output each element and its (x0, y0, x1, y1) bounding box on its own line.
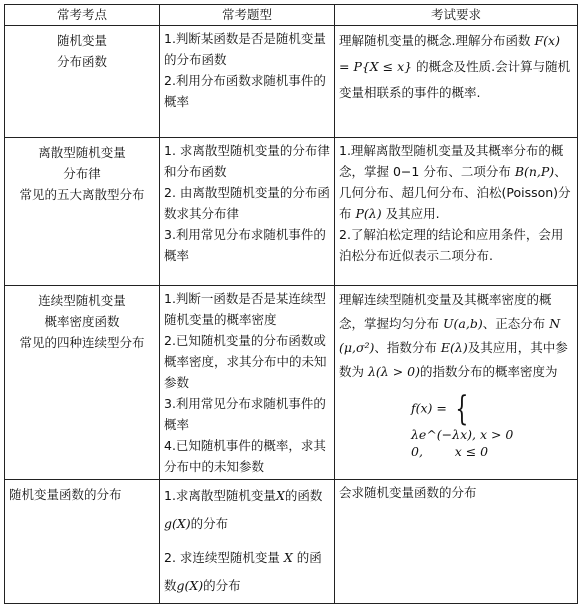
formula-lhs: f(x) = (411, 400, 447, 416)
question-type-text: 2. 求连续型随机变量 (164, 550, 280, 565)
question-type-item: 2.已知随机变量的分布函数或概率密度，求其分布中的未知参数 (164, 333, 327, 390)
binomial-notation: B(n,P) (514, 164, 555, 179)
table-row (5, 480, 578, 604)
header-requirement: 考试要求 (335, 5, 578, 26)
requirement-cell: 会求随机变量函数的分布 (335, 480, 578, 604)
question-type-text: 的分布 (203, 578, 241, 593)
table-row (5, 286, 578, 480)
requirement-text: 理解连续型随机变量及其概率密度的概念，掌握均匀分布 (339, 292, 552, 331)
requirement-cell (335, 26, 578, 138)
requirement-text: 的概念及性质.会计算与随机变量相联系的事件的概率. (339, 59, 571, 100)
topic-line: 离散型随机变量 (38, 145, 126, 160)
topic-line: 分布函数 (56, 54, 107, 69)
table-row (5, 26, 578, 138)
topic-cell (5, 480, 160, 604)
header-topic: 常考考点 (5, 5, 160, 26)
question-type-item: 1. 求离散型随机变量的分布律和分布函数 (164, 143, 330, 179)
question-type-cell (160, 26, 335, 138)
requirement-text: 、指数分布 (374, 340, 437, 355)
variable-x: X (283, 550, 293, 565)
distribution-function-formula: F(x) = P{X ≤ x} (339, 33, 560, 74)
question-type-text: 1.求离散型随机变量 (164, 488, 276, 503)
left-brace: { (455, 389, 469, 429)
requirement-cell (335, 138, 578, 286)
question-type-item: 4.已知随机事件的概率，求其分布中的未知参数 (164, 438, 326, 474)
topic-line: 连续型随机变量 (38, 293, 126, 308)
question-type-text: 的函数 (164, 550, 322, 593)
variable-x: X (275, 488, 285, 503)
requirement-paragraph (339, 140, 573, 224)
function-g-of-x: g(X) (176, 578, 204, 593)
function-g-of-x: g(X) (164, 516, 191, 531)
exam-requirements-table (4, 4, 578, 604)
topic-cell (5, 26, 160, 138)
poisson-notation: P(λ) (355, 206, 382, 221)
question-type-item: 2. 由离散型随机变量的分布函数求其分布律 (164, 185, 330, 221)
formula-case: 0, x ≤ 0 (411, 444, 489, 459)
question-type-item: 3.利用常见分布求随机事件的概率 (164, 396, 326, 432)
question-type-cell (160, 480, 335, 604)
question-type-text: 的函数 (284, 488, 323, 503)
requirement-text: 、正态分布 (482, 316, 546, 331)
question-type-item: 1.判断某函数是否是随机变量的分布函数 (164, 31, 326, 67)
exponential-density-formula (411, 389, 573, 460)
topic-line: 随机变量函数的分布 (9, 487, 122, 502)
normal-notation: N(μ,σ²) (339, 316, 561, 355)
topic-line: 随机变量 (56, 33, 107, 48)
topic-line: 概率密度函数 (44, 314, 120, 329)
table-row (5, 138, 578, 286)
requirement-cell (335, 286, 578, 480)
question-type-cell (160, 286, 335, 480)
question-type-item: 1.判断一函数是否是某连续型随机变量的概率密度 (164, 291, 326, 327)
requirement-text: 1.理解离散型随机变量及其概率分布的概念，掌握 0−1 分布、二项分布 (339, 143, 564, 179)
header-row (5, 5, 578, 26)
topic-cell (5, 286, 160, 480)
topic-line: 常见的四种连续型分布 (19, 335, 145, 350)
topic-line: 常见的五大离散型分布 (19, 187, 145, 202)
requirement-text: 及其应用. (385, 206, 440, 221)
question-type-text: 的分布 (190, 516, 229, 531)
uniform-notation: U(a,b) (443, 316, 483, 331)
topic-line: 分布律 (63, 166, 101, 181)
requirement-text: 及其应用，其中参数为 (339, 340, 568, 379)
requirement-text: 、几何分布、超几何分布、泊松(Poisson)分布 (339, 164, 571, 221)
requirement-paragraph (339, 288, 573, 384)
formula-case: λe^(−λx), x > 0 (411, 427, 514, 442)
header-question-type: 常考题型 (160, 5, 335, 26)
requirement-text: 理解随机变量的概念.理解分布函数 (339, 33, 531, 48)
question-type-item (164, 482, 330, 538)
parameter-notation: λ(λ > 0) (368, 364, 420, 379)
question-type-item: 3.利用常见分布求随机事件的概率 (164, 227, 326, 263)
question-type-item: 2.利用分布函数求随机事件的概率 (164, 73, 326, 109)
topic-cell (5, 138, 160, 286)
requirement-paragraph: 2.了解泊松定理的结论和应用条件，会用泊松分布近似表示二项分布. (339, 227, 564, 263)
requirement-text: 的指数分布的概率密度为 (419, 364, 558, 379)
exponential-notation: E(λ) (440, 340, 468, 355)
question-type-item (164, 544, 330, 600)
formula-cases (411, 426, 513, 460)
question-type-cell (160, 138, 335, 286)
